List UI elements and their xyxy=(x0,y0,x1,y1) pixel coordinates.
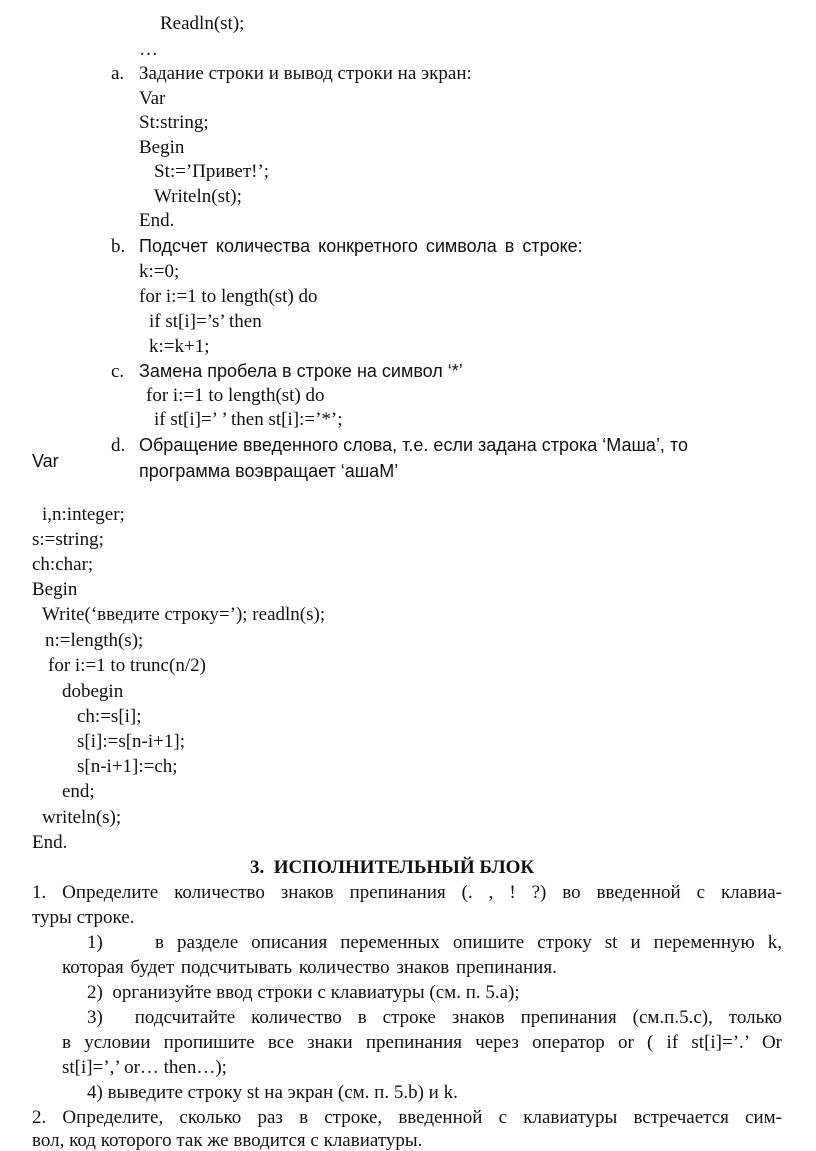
task1-step2: 2) организуйте ввод строки с клавиатуры (см. п. 5.a); xyxy=(87,982,520,1003)
task1-line2: туры строке. xyxy=(32,907,135,928)
task1-step1-line1: 1) в разделе описания переменных опишите строку st и переменную k, xyxy=(87,932,782,953)
program-line: ch:char; xyxy=(32,554,94,575)
section-title: 3. ИСПОЛНИТЕЛЬНЫЙ БЛОК xyxy=(250,857,535,878)
program-line: n:=length(s); xyxy=(45,630,144,651)
program-line: s:=string; xyxy=(32,529,104,550)
program-line: s[n-i+1]:=ch; xyxy=(77,756,178,777)
item-a-marker: a. xyxy=(111,63,125,84)
program-line: End. xyxy=(32,832,68,853)
item-a-code-line: End. xyxy=(139,210,175,231)
item-b-code-line: for i:=1 to length(st) do xyxy=(139,286,318,307)
program-line: ch:=s[i]; xyxy=(77,706,142,727)
task1-step3-line1: 3) подсчитайте количество в строке знаков препинания (см.п.5.c), только xyxy=(87,1007,782,1028)
item-a-code-line: Var xyxy=(139,88,166,109)
code-readln: Readln(st); xyxy=(160,13,245,34)
task1-step3-line3: st[i]=’,’ or… then…); xyxy=(62,1057,227,1078)
task2-line2: вол, код которого так же вводится с клавиатуры. xyxy=(32,1130,423,1151)
item-b-code-line: k:=k+1; xyxy=(149,336,210,357)
item-a-code-line: St:string; xyxy=(139,112,209,133)
item-b-title: Подсчет количества конкретного символа в строке: xyxy=(139,236,583,256)
program-line: dobegin xyxy=(62,681,124,702)
program-line: for i:=1 to trunc(n/2) xyxy=(48,655,206,676)
item-d-marker: d. xyxy=(111,435,126,456)
task1-line1: 1. Определите количество знаков препинания (. , ! ?) во введенной с клавиа- xyxy=(32,882,782,903)
item-c-code-line: for i:=1 to length(st) do xyxy=(146,385,325,406)
task2-line1: 2. Определите, сколько раз в строке, введенной с клавиатуры встречается сим- xyxy=(32,1107,782,1128)
task1-step1-line2: которая будет подсчитывать количество знаков препинания. xyxy=(62,957,557,978)
item-b-marker: b. xyxy=(111,236,126,257)
program-line: i,n:integer; xyxy=(42,504,125,525)
code-ellipsis: … xyxy=(139,39,158,60)
item-c-title: Замена пробела в строке на символ ‘*’ xyxy=(139,361,463,381)
program-var: Var xyxy=(32,451,59,471)
program-line: Begin xyxy=(32,579,78,600)
item-b-code-line: if st[i]=’s’ then xyxy=(149,311,262,332)
item-b-code-line: k:=0; xyxy=(139,261,180,282)
program-line: end; xyxy=(62,781,95,802)
task1-step4: 4) выведите строку st на экран (см. п. 5.b) и k. xyxy=(87,1082,458,1103)
item-c-code-line: if st[i]=’ ’ then st[i]:=’*’; xyxy=(154,409,343,430)
task1-step3-line2: в условии пропишите все знаки препинания через оператор or ( if st[i]=’.’ Or xyxy=(62,1032,782,1053)
program-line: s[i]:=s[n-i+1]; xyxy=(77,731,185,752)
item-a-code-line: St:=’Привет!’; xyxy=(154,161,270,182)
item-a-code-line: Writeln(st); xyxy=(154,186,242,207)
item-a-code-line: Begin xyxy=(139,137,185,158)
item-c-marker: c. xyxy=(111,361,125,382)
item-a-title: Задание строки и вывод строки на экран: xyxy=(139,63,472,84)
item-d-title-line2: программа воэвращает ‘ашаМ’ xyxy=(139,461,399,481)
item-d-title-line1: Обращение введенного слова, т.е. если задана строка ‘Маша’, то xyxy=(139,435,688,455)
program-line: Write(‘введите строку=’); readln(s); xyxy=(42,604,326,625)
program-line: writeln(s); xyxy=(42,807,122,828)
